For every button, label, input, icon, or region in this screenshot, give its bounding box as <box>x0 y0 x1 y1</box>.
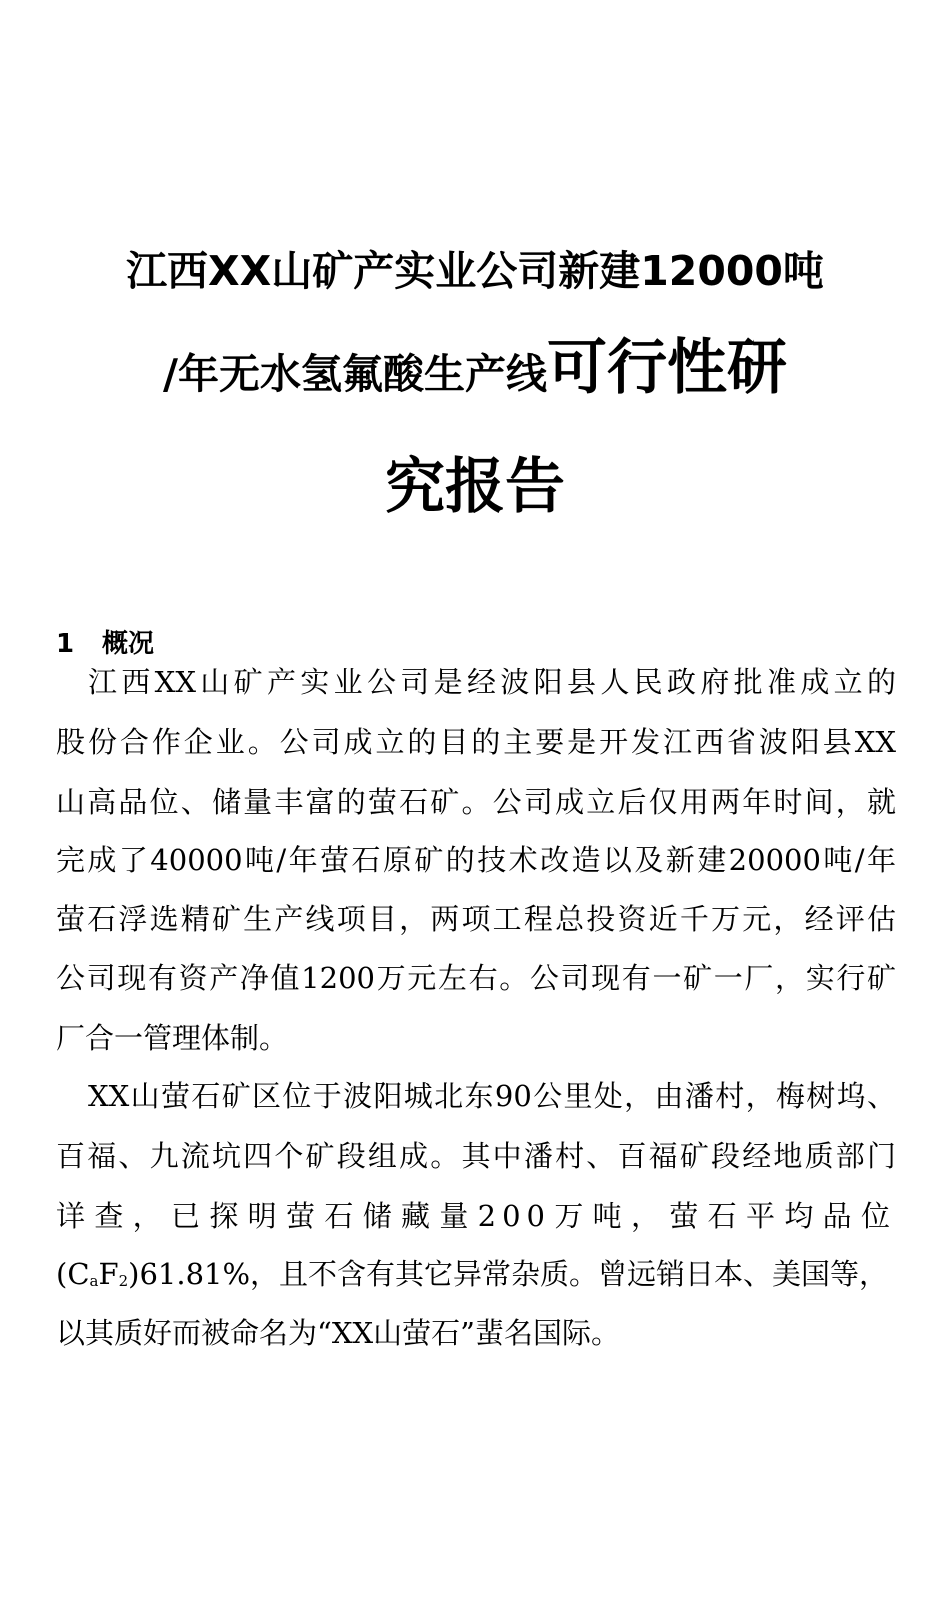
formula-subscript-a: a <box>89 1272 99 1290</box>
formula-subscript-2: 2 <box>118 1272 129 1290</box>
paragraph-1-line-3: 山高品位、储量丰富的萤石矿。公司成立后仅用两年时间，就 <box>56 785 896 819</box>
paragraph-1-line-4: 完成了40000吨/年萤石原矿的技术改造以及新建20000吨/年 <box>56 843 896 877</box>
paragraph-1-line-5: 萤石浮选精矿生产线项目，两项工程总投资近千万元，经评估 <box>56 902 896 936</box>
title-line-2-large: 可行性研 <box>546 333 787 403</box>
paragraph-1-line-2: 股份合作企业。公司成立的目的主要是开发江西省波阳县XX <box>56 725 896 759</box>
formula-f: F <box>98 1257 119 1291</box>
paragraph-1-line-6: 公司现有资产净值1200万元左右。公司现有一矿一厂，实行矿 <box>56 961 896 995</box>
formula-rest: )61.81%，且不含有其它异常杂质。曾远销日本、美国等， <box>128 1257 889 1291</box>
paragraph-2-line-4 <box>56 1254 896 1301</box>
title-line-3: 究报告 <box>385 452 565 522</box>
formula-open: (C <box>56 1257 90 1291</box>
section-number: 1 <box>56 629 75 659</box>
paragraph-1-line-7: 厂合一管理体制。 <box>56 1021 289 1055</box>
section-title: 概况 <box>102 629 155 659</box>
title-line-2 <box>40 333 910 409</box>
paragraph-2-line-2: 百福、九流坑四个矿段组成。其中潘村、百福矿段经地质部门 <box>56 1139 896 1173</box>
title-line-1: 江西XX山矿产实业公司新建12000吨 <box>126 247 824 295</box>
title-line-2-small: /年无水氢氟酸生产线 <box>163 350 547 398</box>
paragraph-2-line-3: 详查，已探明萤石储藏量200万吨，萤石平均品位 <box>56 1199 896 1233</box>
paragraph-1-line-1: 江西XX山矿产实业公司是经波阳县人民政府批准成立的 <box>88 665 896 699</box>
paragraph-2-line-5: 以其质好而被命名为“XX山萤石”蜚名国际。 <box>56 1316 620 1350</box>
paragraph-2-line-1: XX山萤石矿区位于波阳城北东90公里处，由潘村，梅树坞、 <box>88 1079 896 1113</box>
section-heading <box>56 626 154 662</box>
